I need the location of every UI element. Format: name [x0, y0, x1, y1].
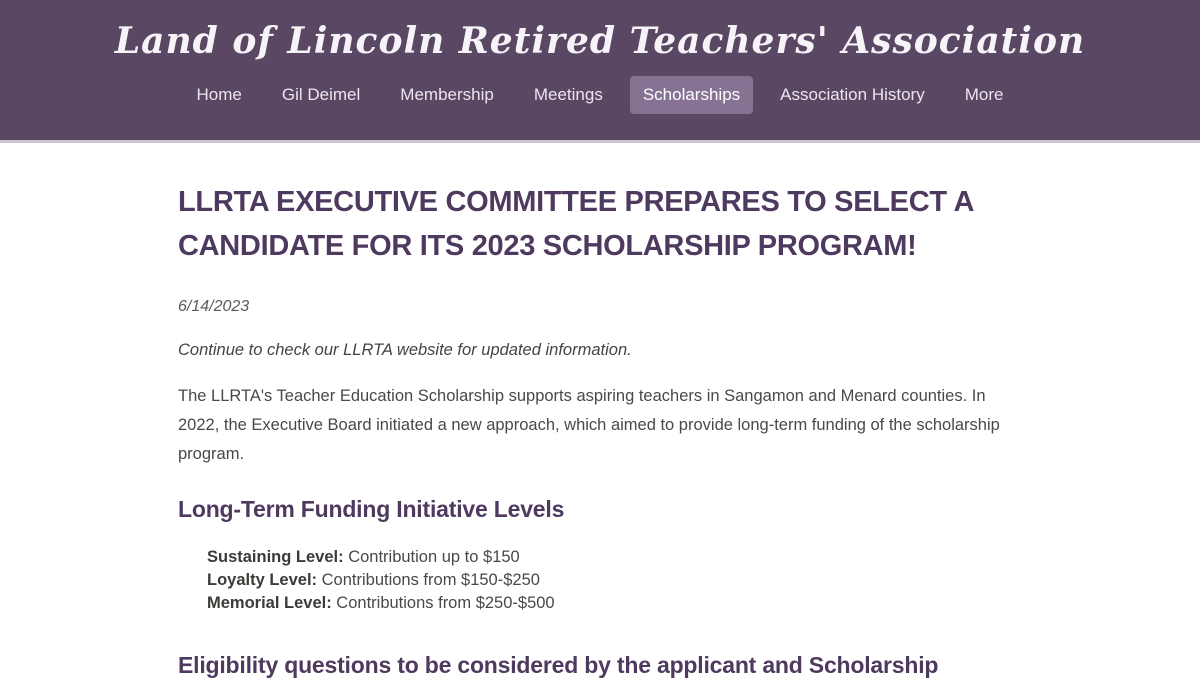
- nav-item-association-history[interactable]: Association History: [780, 85, 925, 104]
- nav-item-more[interactable]: More: [964, 85, 1004, 104]
- site-title: Land of Lincoln Retired Teachers' Association: [114, 20, 1086, 62]
- article-intro-paragraph: The LLRTA's Teacher Education Scholarship supports aspiring teachers in Sangamon and Menard counties. In 2022, the Executive Board initiated a new approach, which aimed to provide long-term funding of the scholarship program.: [178, 387, 1000, 463]
- funding-level-label: Memorial Level:: [207, 594, 332, 613]
- nav-item-scholarships[interactable]: Scholarships: [630, 76, 753, 114]
- funding-level-text: Contribution up to $150: [343, 547, 520, 566]
- funding-level-loyalty: [207, 569, 1011, 592]
- funding-level-sustaining: [207, 546, 1011, 569]
- nav-item-gil-deimel[interactable]: Gil Deimel: [281, 85, 361, 104]
- site-header: [0, 0, 1200, 143]
- funding-level-text: Contributions from $150-$250: [317, 571, 540, 590]
- article-note: Continue to check our LLRTA website for updated information.: [178, 341, 632, 359]
- funding-level-label: Sustaining Level:: [207, 547, 344, 566]
- main-nav: [0, 76, 1200, 114]
- eligibility-heading: Eligibility questions to be considered by the applicant and Scholarship: [178, 651, 939, 678]
- nav-item-home[interactable]: Home: [196, 85, 242, 104]
- funding-level-text: Contributions from $250-$500: [331, 594, 555, 613]
- funding-level-memorial: [207, 592, 1011, 615]
- article-title: LLRTA EXECUTIVE COMMITTEE PREPARES TO SELECT A CANDIDATE FOR ITS 2023 SCHOLARSHIP PROGRAM!: [178, 186, 974, 262]
- nav-item-meetings[interactable]: Meetings: [533, 85, 603, 104]
- article-date: 6/14/2023: [178, 298, 250, 315]
- funding-levels-heading: Long-Term Funding Initiative Levels: [178, 495, 565, 522]
- funding-levels-list: [178, 546, 1011, 616]
- nav-item-membership[interactable]: Membership: [400, 85, 494, 104]
- funding-level-label: Loyalty Level:: [207, 571, 318, 590]
- article-content: [178, 143, 1011, 679]
